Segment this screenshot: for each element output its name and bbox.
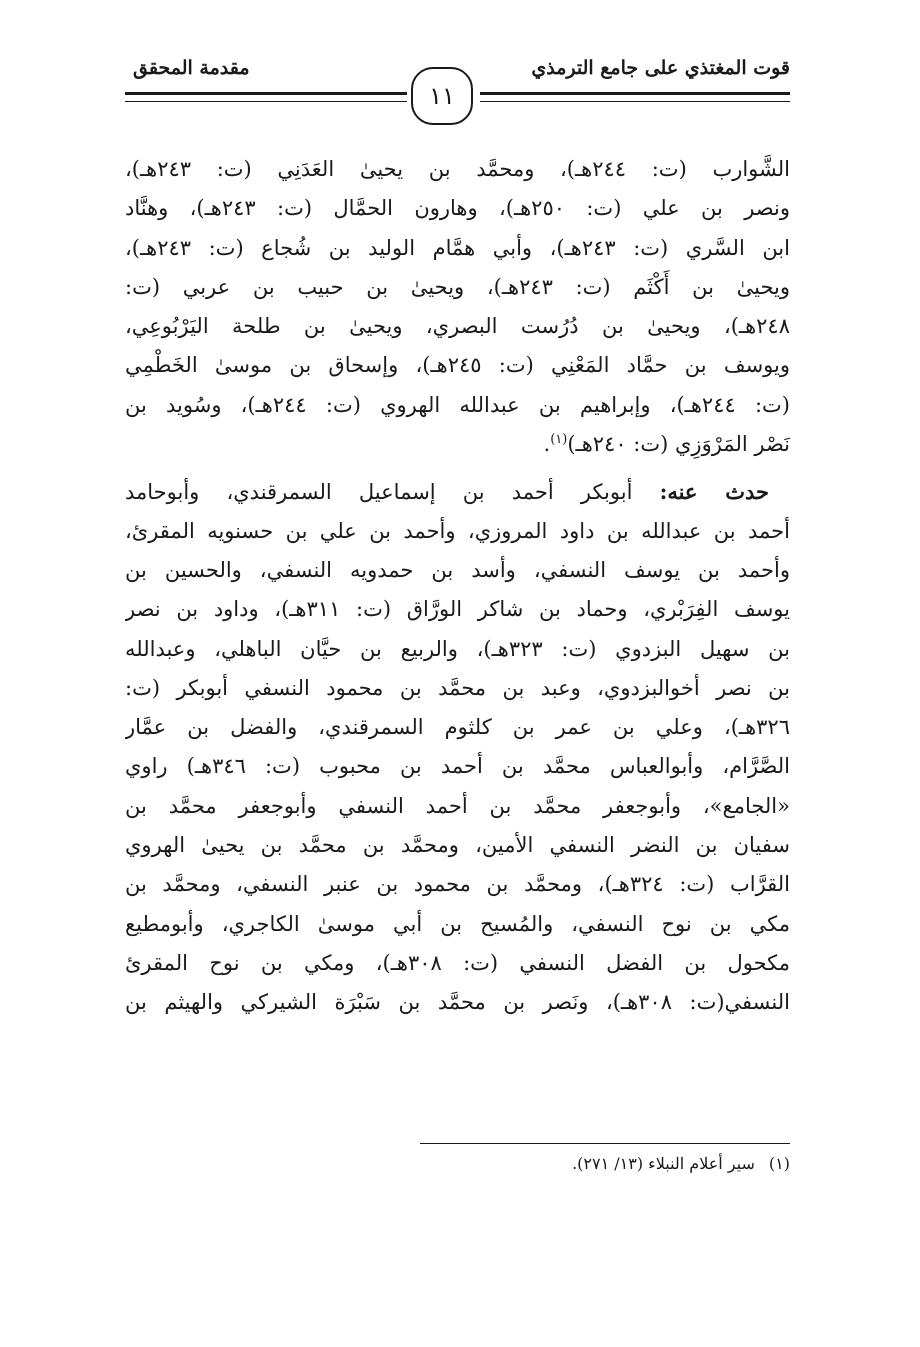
text-line-last bbox=[125, 425, 790, 464]
text-line: مكحول بن الفضل النسفي (ت: ٣٠٨هـ)، ومكي بن نوح المقرئ bbox=[125, 950, 790, 975]
text-line: القرَّاب (ت: ٣٢٤هـ)، ومحمَّد بن محمود بن عنبر النسفي، ومحمَّد بن bbox=[125, 872, 790, 897]
page-number-badge bbox=[411, 67, 473, 125]
header-rule-right bbox=[480, 92, 790, 102]
footnote bbox=[572, 1154, 790, 1173]
paragraph-2 bbox=[125, 472, 790, 1022]
text-line: ويوسف بن حمَّاد المَعْنِي (ت: ٢٤٥هـ)، وإسحاق بن موسىٰ الخَطْمِي bbox=[125, 353, 790, 378]
text-line: ٣٢٦هـ)، وعلي بن عمر بن كلثوم السمرقندي، والفضل بن عمَّار bbox=[125, 715, 790, 740]
text-line: أحمد بن عبدالله بن داود المروزي، وأحمد بن علي بن حسنويه المقرئ، bbox=[125, 518, 790, 543]
scan-artifact bbox=[0, 2, 100, 24]
last-line-end: . bbox=[543, 432, 551, 457]
first-line-text: أبوبكر أحمد بن إسماعيل السمرقندي، وأبوحامد bbox=[125, 480, 633, 505]
students-label: حدث عنه: bbox=[659, 479, 769, 505]
text-line: يوسف الفِرَبْري، وحماد بن شاكر الورَّاق (ت: ٣١١هـ)، وداود بن نصر bbox=[125, 597, 790, 622]
paragraph-1 bbox=[125, 150, 790, 464]
text-line-first bbox=[125, 472, 790, 511]
footnote-reference[interactable]: (١) bbox=[550, 432, 568, 448]
text-line: الصَّرَّام، وأبوالعباس محمَّد بن أحمد بن محبوب (ت: ٣٤٦هـ) راوي bbox=[125, 754, 790, 779]
text-line: ويحيىٰ بن أَكْثَم (ت: ٢٤٣هـ)، ويحيىٰ بن حبيب بن عربي (ت: bbox=[125, 274, 790, 299]
text-line: «الجامع»، وأبوجعفر محمَّد بن أحمد النسفي وأبوجعفر محمَّد بن bbox=[125, 793, 790, 818]
text-line: سفيان بن النضر النسفي الأمين، ومحمَّد بن محمَّد بن يحيىٰ الهروي bbox=[125, 833, 790, 858]
header-rule-left bbox=[125, 92, 407, 102]
last-line-text: نَصْر المَرْوَزِي (ت: ٢٤٠هـ) bbox=[567, 432, 790, 457]
text-line: (ت: ٢٤٤هـ)، وإبراهيم بن عبدالله الهروي (ت: ٢٤٤هـ)، وسُويد بن bbox=[125, 392, 790, 417]
text-line: وأحمد بن يوسف النسفي، وأسد بن حمدويه النسفي، والحسين بن bbox=[125, 557, 790, 582]
text-line: النسفي(ت: ٣٠٨هـ)، ونَصر بن محمَّد بن سَبْرَة الشيركي والهيثم بن bbox=[125, 990, 790, 1015]
section-title: مقدمة المحقق bbox=[133, 57, 250, 79]
main-text bbox=[125, 150, 790, 1023]
page-header bbox=[125, 55, 790, 125]
text-line: ٢٤٨هـ)، ويحيىٰ بن دُرُست البصري، ويحيىٰ بن طلحة اليَرْبُوعِي، bbox=[125, 314, 790, 339]
text-line: الشَّوارب (ت: ٢٤٤هـ)، ومحمَّد بن يحيىٰ العَدَنِي (ت: ٢٤٣هـ)، bbox=[125, 157, 790, 181]
text-line: بن سهيل البزدوي (ت: ٣٢٣هـ)، والربيع بن حيَّان الباهلي، وعبدالله bbox=[125, 636, 790, 661]
text-line: بن نصر أخوالبزدوي، وعبد بن محمَّد بن محمود النسفي أبوبكر (ت: bbox=[125, 675, 790, 700]
text-line: ابن السَّري (ت: ٢٤٣هـ)، وأبي همَّام الوليد بن شُجاع (ت: ٢٤٣هـ)، bbox=[125, 235, 790, 260]
footnote-number: (١) bbox=[768, 1154, 790, 1173]
text-line: ونصر بن علي (ت: ٢٥٠هـ)، وهارون الحمَّال (ت: ٢٤٣هـ)، وهنَّاد bbox=[125, 196, 790, 221]
footnote-separator bbox=[420, 1143, 790, 1144]
footnote-text: سير أعلام النبلاء (١٣/ ٢٧١). bbox=[572, 1154, 755, 1173]
text-line: مكي بن نوح النسفي، والمُسيح بن أبي موسىٰ الكاجري، وأبومطيع bbox=[125, 911, 790, 936]
book-title: قوت المغتذي على جامع الترمذي bbox=[531, 57, 790, 79]
page-number: ١١ bbox=[429, 82, 455, 110]
